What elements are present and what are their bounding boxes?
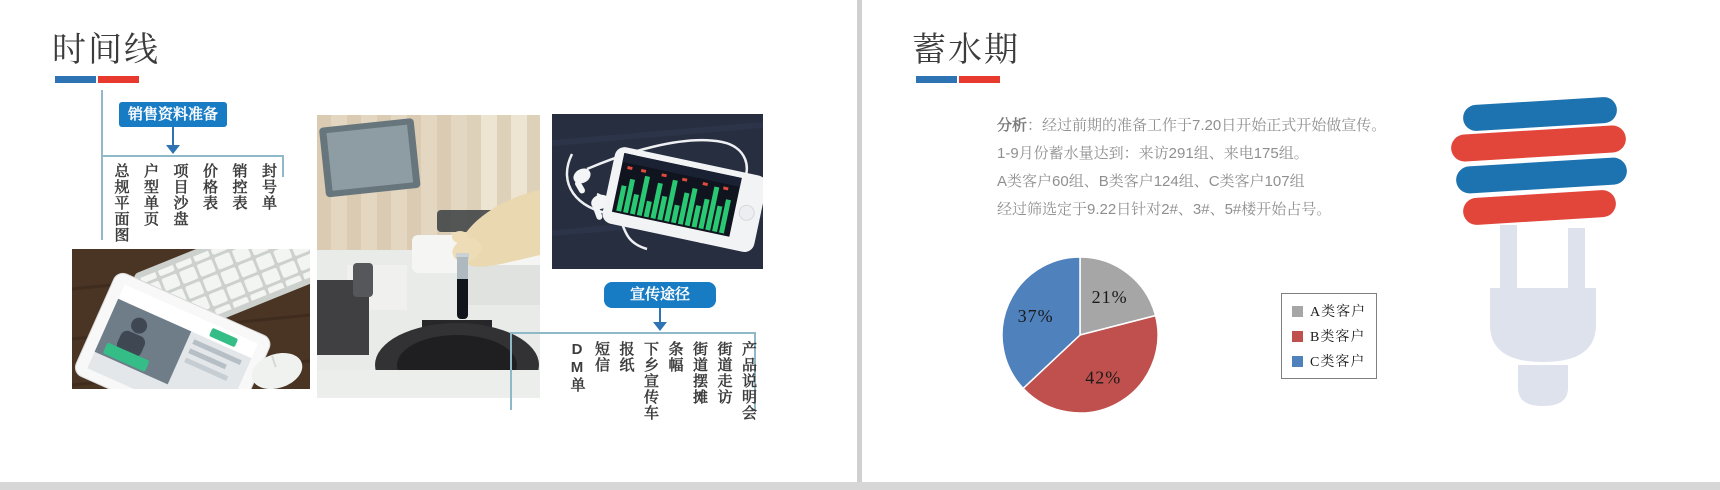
title-underline-blue — [55, 76, 96, 83]
sales-prep-item: 价格表 — [201, 163, 218, 211]
pie-chart-legend — [1281, 293, 1377, 379]
photo-phone-earphones — [552, 114, 763, 269]
promotion-bracket-horizontal — [510, 332, 756, 334]
promotion-arrow — [659, 308, 661, 323]
pie-value-label: 37% — [1017, 305, 1054, 326]
slide-divider — [857, 0, 862, 482]
viewer-bottom-edge — [0, 482, 1720, 490]
slide-page-timeline[interactable] — [0, 0, 858, 482]
legend-swatch-a — [1292, 306, 1303, 317]
test-tube — [456, 253, 469, 319]
bulb-base — [1490, 225, 1596, 406]
slide-title-left: 时间线 — [52, 31, 160, 69]
promotion-item: 短信 — [593, 341, 610, 373]
sales-prep-bracket-vertical — [101, 90, 103, 240]
sales-prep-item: 封号单 — [260, 163, 277, 211]
analysis-line: A类客户60组、B类客户124组、C类客户107组 — [997, 173, 1305, 190]
sales-prep-item: 总规平面图 — [112, 163, 130, 243]
legend-row-b: B类客户 — [1292, 326, 1366, 346]
promotion-item: DM单 — [568, 341, 586, 393]
title-underline-red — [98, 76, 139, 83]
sales-prep-item: 销控表 — [230, 163, 248, 211]
slide-page-storage-period[interactable] — [862, 0, 1720, 482]
bulb-coils — [1450, 96, 1627, 225]
promotion-badge: 宣传途径 — [604, 282, 716, 308]
analysis-line: 经过筛选定于9.22日针对2#、3#、5#楼开始占号。 — [997, 201, 1332, 218]
analysis-line: 1-9月份蓄水量达到：来访291组、来电175组。 — [997, 145, 1309, 162]
sales-prep-item: 户型单页 — [142, 163, 159, 227]
sales-prep-arrow-head-icon — [166, 145, 180, 154]
promotion-item: 下乡宣传车 — [642, 341, 659, 421]
monitor — [319, 118, 421, 198]
customer-pie-chart — [990, 248, 1170, 421]
sales-prep-bracket-horizontal — [101, 155, 284, 157]
legend-row-a: A类客户 — [1292, 301, 1366, 321]
sales-prep-badge: 销售资料准备 — [119, 102, 227, 127]
photo-tablet-keyboard-mouse — [72, 249, 310, 389]
promotion-item-list — [568, 341, 756, 421]
analysis-line: 分析：经过前期的准备工作于7.20日开始正式开始做宣传。 — [997, 117, 1387, 134]
promotion-item: 条幅 — [666, 341, 684, 373]
promotion-item: 街道走访 — [715, 341, 733, 405]
legend-swatch-b — [1292, 331, 1303, 342]
legend-swatch-c — [1292, 356, 1303, 367]
sales-prep-item-list — [112, 163, 276, 243]
analysis-label: 分析 — [997, 117, 1028, 134]
legend-row-c: C类客户 — [1292, 351, 1366, 371]
title-underline-blue — [916, 76, 957, 83]
analysis-text-block — [997, 112, 1386, 224]
title-underline-red — [959, 76, 1000, 83]
sales-prep-bracket-stub — [282, 155, 284, 177]
slide-title-right: 蓄水期 — [912, 31, 1020, 69]
photo-lab-test-tube — [317, 115, 540, 398]
promotion-item: 产品说明会 — [740, 341, 757, 421]
promotion-item: 街道摆摊 — [691, 341, 708, 405]
promotion-item: 报纸 — [617, 341, 635, 373]
cfl-bulb-illustration — [1395, 85, 1660, 415]
pie-value-label: 21% — [1091, 286, 1128, 307]
promotion-arrow-head-icon — [653, 322, 667, 331]
sales-prep-item: 项目沙盘 — [171, 163, 189, 227]
sales-prep-arrow — [172, 127, 174, 146]
pie-value-label: 42% — [1085, 367, 1122, 388]
promotion-bracket-left-stub — [510, 332, 512, 410]
